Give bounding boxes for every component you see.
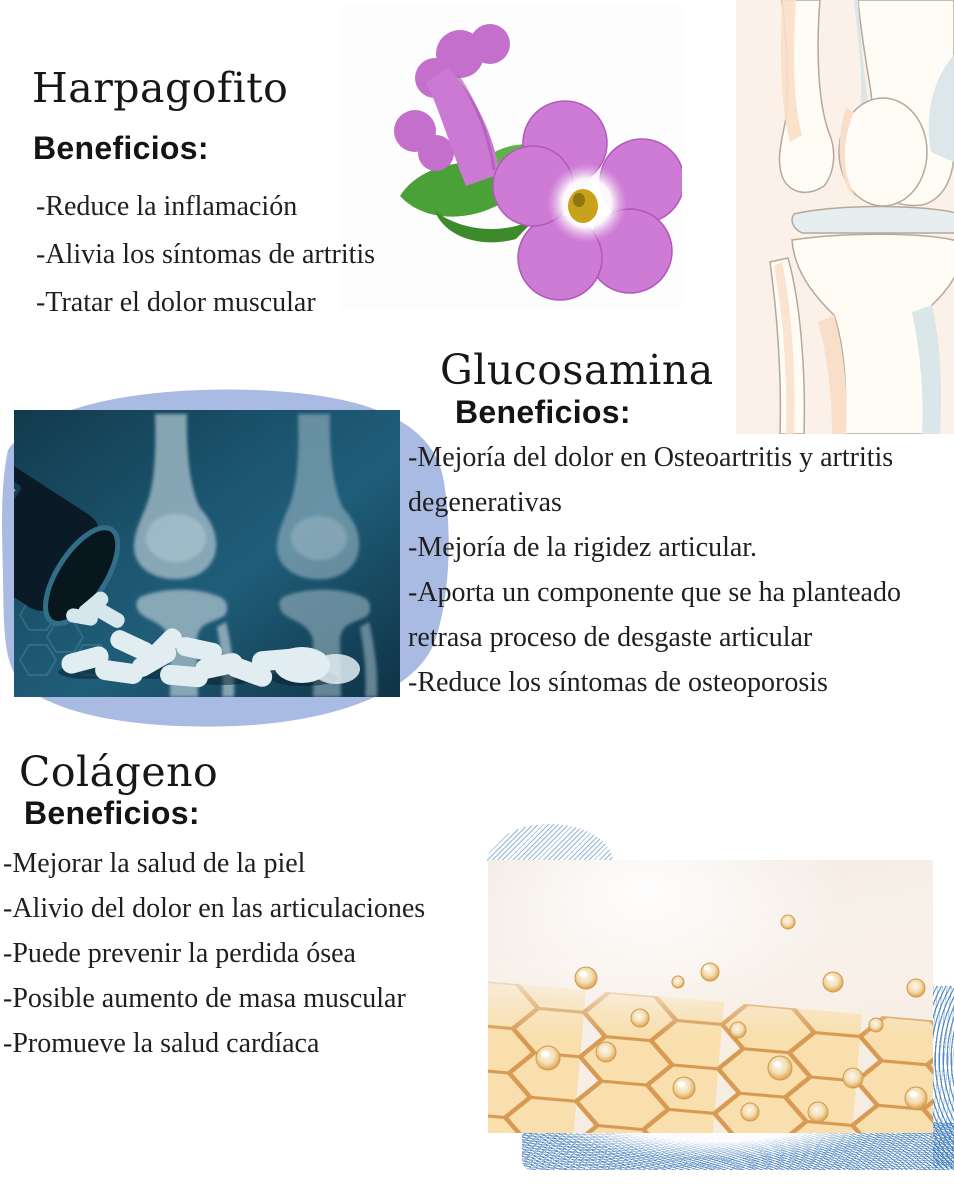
colageno-benefits-label: Beneficios: (24, 795, 200, 831)
benefit-item: -Promueve la salud cardíaca (3, 1028, 320, 1059)
knee-xray-with-pill-bottle-photo (14, 410, 400, 697)
benefit-item: -Aporta un componente que se ha planteado retrasa proceso de desgaste articular (408, 577, 901, 653)
colageno-title: Colágeno (19, 748, 219, 796)
harpagofito-benefits-list (36, 183, 466, 327)
glucosamina-benefits-list (408, 435, 954, 705)
harpagofito-title: Harpagofito (32, 64, 289, 112)
colageno-benefits-list (3, 841, 485, 1066)
benefit-item: -Mejorar la salud de la piel (3, 848, 306, 879)
benefit-item: -Alivia los síntomas de artritis (36, 239, 376, 270)
benefit-item: -Reduce la inflamación (36, 191, 298, 222)
benefit-item: -Alivio del dolor en las articulaciones (3, 893, 426, 924)
collagen-honeycomb-droplets-photo (488, 860, 933, 1133)
benefit-item: -Posible aumento de masa muscular (3, 983, 406, 1014)
glucosamina-title: Glucosamina (440, 346, 714, 394)
benefit-item: -Mejoría del dolor en Osteoartritis y artritis degenerativas (408, 442, 894, 518)
wave-lines-arc-decoration (487, 824, 613, 862)
benefit-item: -Reduce los síntomas de osteoporosis (408, 667, 828, 698)
harpagofito-benefits-label: Beneficios: (33, 130, 209, 166)
benefit-item: -Tratar el dolor muscular (36, 287, 316, 318)
benefit-item: -Mejoría de la rigidez articular. (408, 532, 758, 563)
benefit-item: -Puede prevenir la perdida ósea (3, 938, 356, 969)
knee-joint-illustration (736, 0, 954, 434)
glucosamina-benefits-label: Beneficios: (455, 394, 631, 430)
